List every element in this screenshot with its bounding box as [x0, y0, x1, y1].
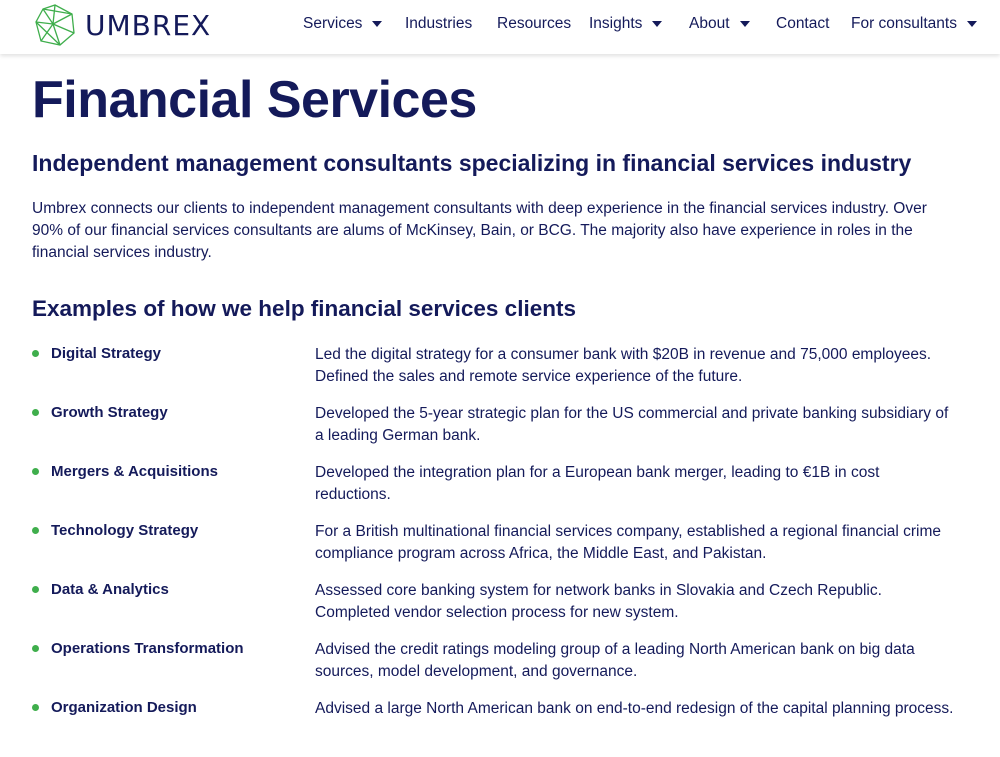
- example-label: Operations Transformation: [51, 640, 244, 657]
- nav-contact-label: Contact: [776, 15, 830, 32]
- nav-contact[interactable]: [776, 15, 829, 33]
- list-item: [32, 580, 962, 639]
- example-description: Assessed core banking system for network banks in Slovakia and Czech Republic. Completed vendor selection process for new system.: [315, 582, 882, 621]
- nav-insights-label: Insights: [589, 15, 643, 32]
- list-item: [32, 403, 962, 462]
- examples-list: [32, 344, 962, 757]
- bullet-icon: [32, 527, 39, 534]
- example-description: Developed the 5-year strategic plan for the US commercial and private banking subsidiary of a leading German bank.: [315, 405, 949, 444]
- nav-resources[interactable]: [497, 15, 571, 33]
- bullet-icon: [32, 704, 39, 711]
- list-item: [32, 344, 962, 403]
- intro-paragraph: Umbrex connects our clients to independent management consultants with deep experience in the financial services industry. Over 90% of our financial services consultants are alums of McKinsey, Bain, or BCG. The majority also have experience in roles in the financial services industry.: [32, 200, 927, 261]
- chevron-down-icon: [372, 21, 382, 27]
- top-navigation-bar: [0, 0, 1000, 54]
- page-title: Financial Services: [32, 71, 477, 129]
- chevron-down-icon: [740, 21, 750, 27]
- example-description: Advised the credit ratings modeling group of a leading North American bank on big data sources, model development, and governance.: [315, 641, 915, 680]
- example-label: Organization Design: [51, 699, 197, 716]
- bullet-icon: [32, 350, 39, 357]
- nav-about-label: About: [689, 15, 730, 32]
- bullet-icon: [32, 409, 39, 416]
- logo-wordmark: UMBREX: [85, 8, 212, 42]
- nav-services[interactable]: [303, 15, 382, 33]
- nav-resources-label: Resources: [497, 15, 572, 32]
- nav-services-label: Services: [303, 15, 363, 32]
- list-item: [32, 698, 962, 757]
- example-label: Data & Analytics: [51, 581, 169, 598]
- bullet-icon: [32, 586, 39, 593]
- list-item: [32, 639, 962, 698]
- nav-insights[interactable]: [589, 15, 662, 33]
- example-description: Led the digital strategy for a consumer bank with $20B in revenue and 75,000 employees. Defined the sales and remote service experience of the future.: [315, 346, 932, 385]
- example-description: Developed the integration plan for a European bank merger, leading to €1B in cost reductions.: [315, 464, 880, 503]
- page-subtitle: Independent management consultants specializing in financial services industry: [32, 150, 912, 176]
- example-label: Growth Strategy: [51, 404, 168, 421]
- main-nav: [0, 0, 1000, 54]
- nav-for-consultants[interactable]: [851, 15, 977, 33]
- example-description: Advised a large North American bank on end-to-end redesign of the capital planning process.: [315, 700, 954, 717]
- nav-about[interactable]: [689, 15, 750, 33]
- chevron-down-icon: [652, 21, 662, 27]
- bullet-icon: [32, 468, 39, 475]
- example-label: Digital Strategy: [51, 345, 162, 362]
- example-label: Mergers & Acquisitions: [51, 463, 218, 480]
- chevron-down-icon: [967, 21, 977, 27]
- list-item: [32, 521, 962, 580]
- nav-for-consultants-label: For consultants: [851, 15, 957, 32]
- list-item: [32, 462, 962, 521]
- example-description: For a British multinational financial services company, established a regional financial crime compliance program across Africa, the Middle East, and Pakistan.: [315, 523, 942, 562]
- nav-industries[interactable]: [405, 15, 472, 33]
- nav-industries-label: Industries: [405, 15, 473, 32]
- examples-heading: Examples of how we help financial services clients: [32, 296, 576, 321]
- example-label: Technology Strategy: [51, 522, 199, 539]
- bullet-icon: [32, 645, 39, 652]
